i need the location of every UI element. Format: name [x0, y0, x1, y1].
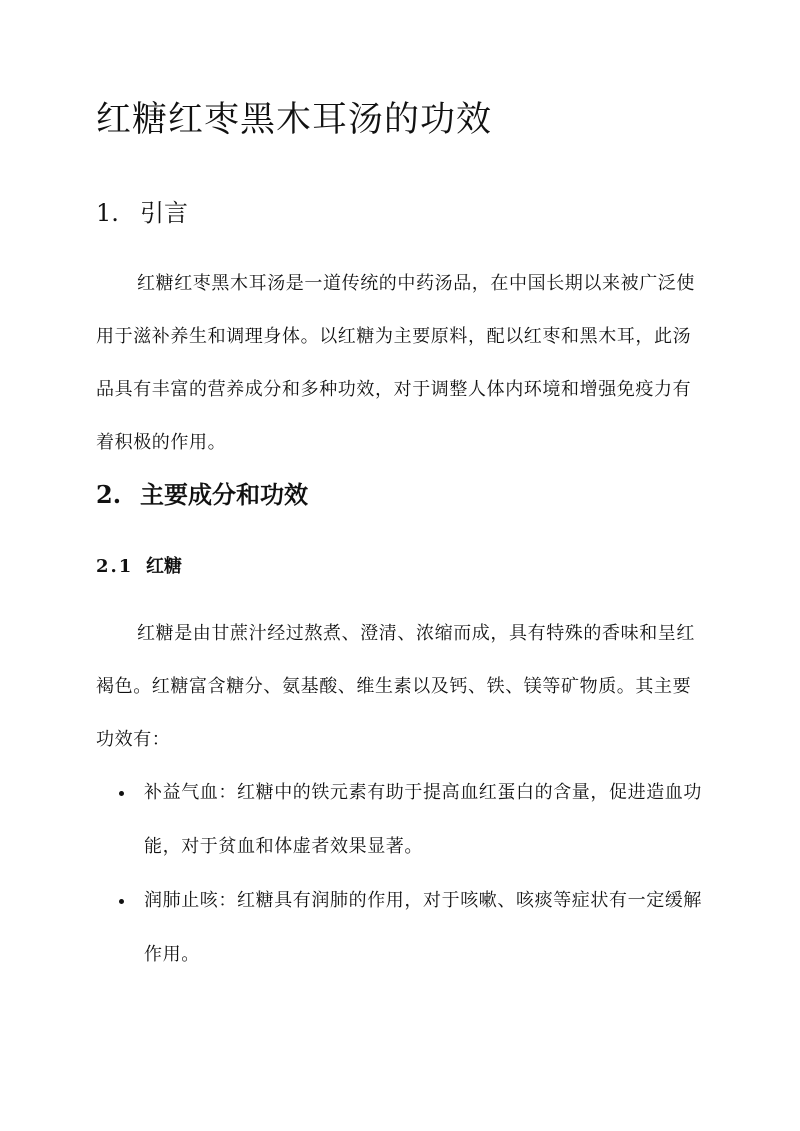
list-item: [96, 766, 704, 874]
benefit-list: [96, 874, 704, 982]
document-title: 红糖红枣黑木耳汤的功效: [96, 100, 493, 140]
subsection-heading-brown-sugar: [96, 554, 182, 580]
subsection-title: 红糖: [146, 556, 182, 577]
list-item: [96, 874, 704, 982]
brown-sugar-paragraph: 红糖是由甘蔗汁经过熬煮、澄清、浓缩而成，具有特殊的香味和呈红褐色。红糖富含糖分、氨基酸、维生素以及钙、铁、镁等矿物质。其主要功效有：: [96, 623, 695, 750]
bullet-icon: [119, 791, 124, 796]
section-title: 引言: [140, 199, 188, 227]
list-item-text: 润肺止咳：红糖具有润肺的作用，对于咳嗽、咳痰等症状有一定缓解作用。: [144, 890, 702, 965]
section-title: 主要成分和功效: [140, 480, 308, 509]
section-heading-introduction: [96, 196, 188, 230]
section-number: 1.: [96, 199, 119, 227]
section-heading-ingredients: [96, 478, 308, 512]
subsection-number: 2.1: [96, 556, 134, 577]
list-item-text: 补益气血：红糖中的铁元素有助于提高血红蛋白的含量，促进造血功能，对于贫血和体虚者效果显著。: [144, 782, 702, 857]
section-number: 2.: [96, 480, 122, 509]
benefit-list: [96, 766, 704, 874]
bullet-icon: [119, 899, 124, 904]
introduction-paragraph: 红糖红枣黑木耳汤是一道传统的中药汤品，在中国长期以来被广泛使用于滋补养生和调理身体。以红糖为主要原料，配以红枣和黑木耳，此汤品具有丰富的营养成分和多种功效，对于调整人体内环境和增强免疫力有着积极的作用。: [96, 273, 695, 453]
